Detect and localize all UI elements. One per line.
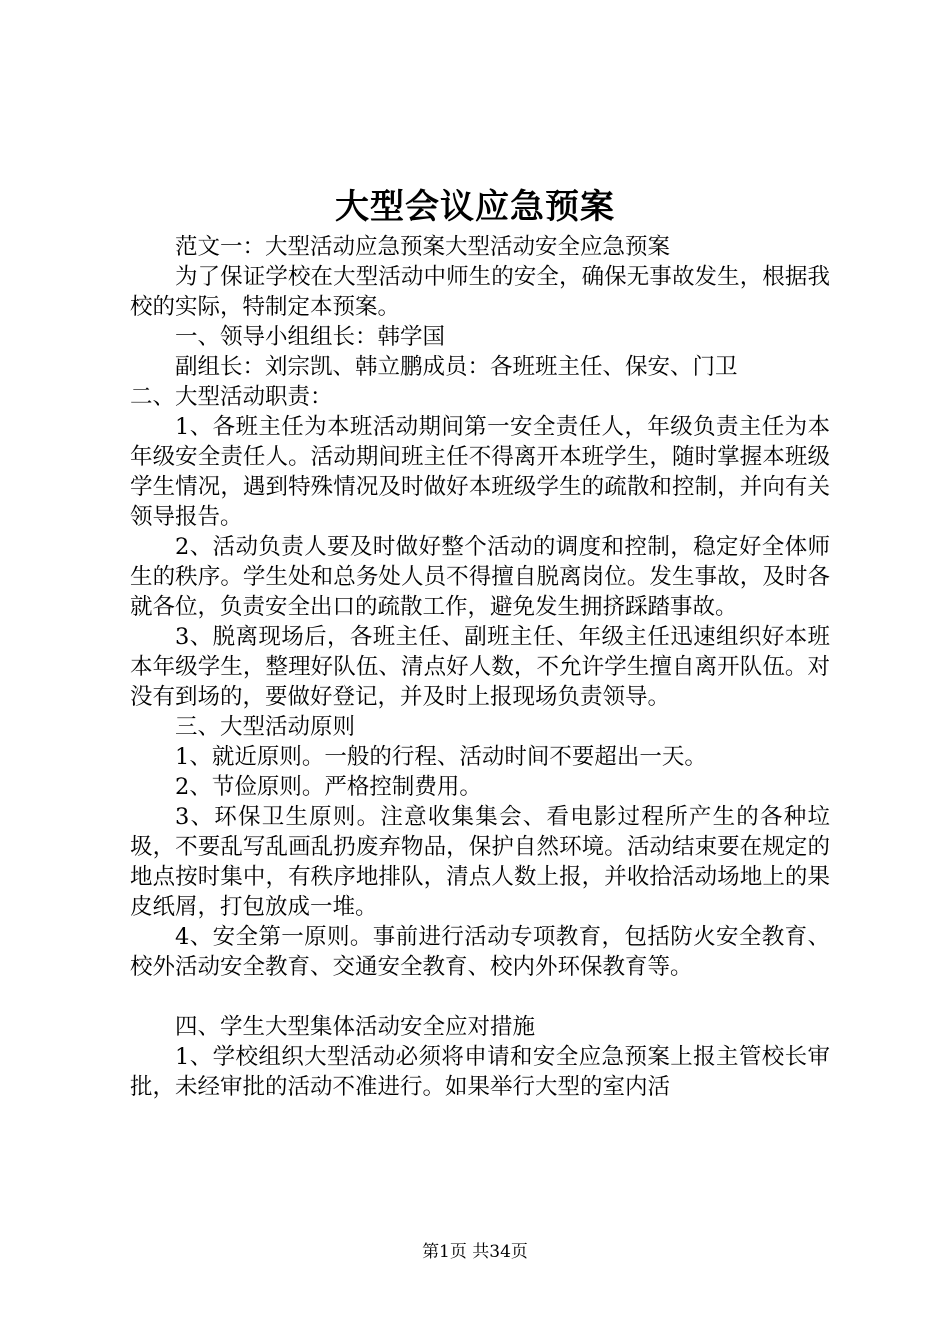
paragraph-measure-1: 1、学校组织大型活动必须将申请和安全应急预案上报主管校长审批，未经审批的活动不准进行。如果举行大型的室内活 (130, 1044, 830, 1100)
paragraph-principle-1: 1、就近原则。一般的行程、活动时间不要超出一天。 (175, 744, 707, 770)
paragraph-purpose: 为了保证学校在大型活动中师生的安全，确保无事故发生，根据我校的实际，特制定本预案。 (130, 264, 830, 320)
page-footer: 第1页 共34页 (422, 1242, 528, 1262)
paragraph-duty-2: 2、活动负责人要及时做好整个活动的调度和控制，稳定好全体师生的秩序。学生处和总务处人员不得擅自脱离岗位。发生事故，及时各就各位，负责安全出口的疏散工作，避免发生拥挤踩踏事故。 (130, 534, 830, 620)
paragraph-duty-3: 3、脱离现场后，各班主任、副班主任、年级主任迅速组织好本班本年级学生，整理好队伍、清点好人数，不允许学生擅自离开队伍。对没有到场的，要做好登记，并及时上报现场负责领导。 (130, 624, 830, 710)
paragraph-deputy: 副组长：刘宗凯、韩立鹏成员：各班班主任、保安、门卫 (175, 354, 738, 380)
paragraph-principle-2: 2、节俭原则。严格控制费用。 (175, 774, 482, 800)
document-body (130, 232, 830, 1102)
paragraph-leader: 一、领导小组组长：韩学国 (175, 324, 446, 350)
section-heading-principles: 三、大型活动原则 (175, 714, 356, 740)
paragraph-duty-1: 1、各班主任为本班活动期间第一安全责任人，年级负责主任为本年级安全责任人。活动期间班主任不得离开本班学生，随时掌握本班级学生情况，遇到特殊情况及时做好本班级学生的疏散和控制，并向有关领导报告。 (130, 414, 830, 530)
section-heading-duties: 二、大型活动职责： (130, 384, 333, 410)
section-heading-measures: 四、学生大型集体活动安全应对措施 (175, 1014, 536, 1040)
paragraph-intro: 范文一：大型活动应急预案大型活动安全应急预案 (175, 234, 671, 260)
document-title: 大型会议应急预案 (335, 187, 615, 227)
paragraph-principle-4: 4、安全第一原则。事前进行活动专项教育，包括防火安全教育、校外活动安全教育、交通安全教育、校内外环保教育等。 (130, 924, 830, 980)
paragraph-principle-3: 3、环保卫生原则。注意收集集会、看电影过程所产生的各种垃圾，不要乱写乱画乱扔废弃物品，保护自然环境。活动结束要在规定的地点按时集中，有秩序地排队，清点人数上报，并收拾活动场地上的果皮纸屑，打包放成一堆。 (130, 804, 830, 920)
